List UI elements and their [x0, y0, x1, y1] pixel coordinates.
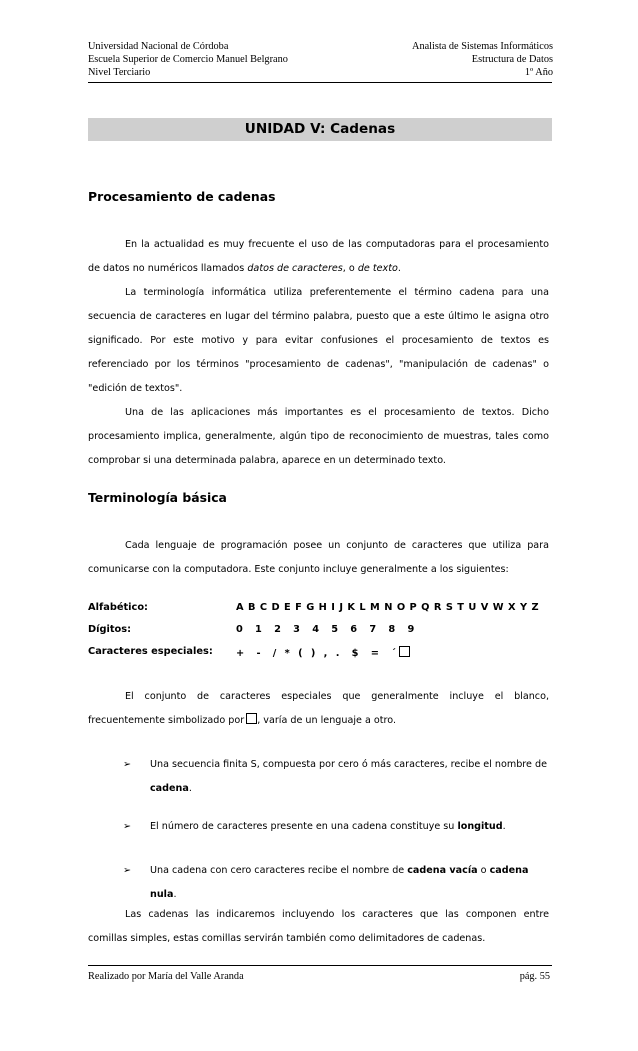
header-divider — [88, 82, 552, 83]
header-university: Universidad Nacional de Córdoba — [88, 41, 229, 52]
header-year: 1º Año — [524, 67, 553, 78]
charset-label: Alfabético: — [88, 602, 148, 613]
footer-author: Realizado por María del Valle Aranda — [88, 971, 244, 982]
charset-value: A B C D E F G H I J K L M N O P Q R S T U V W X Y Z — [236, 602, 540, 613]
charset-label: Dígitos: — [88, 624, 132, 635]
blank-symbol-icon — [246, 713, 257, 724]
page-number: pág. 55 — [519, 971, 550, 982]
arrow-bullet-icon: ➢ — [123, 821, 132, 832]
header-school: Escuela Superior de Comercio Manuel Belgrano — [88, 54, 288, 65]
paragraph-charset: Cada lenguaje de programación posee un conjunto de caracteres que utiliza para comunicarse con la computadora. Este conjunto incluye generalmente a los siguientes: — [88, 540, 549, 575]
unit-title: UNIDAD V: Cadenas — [88, 118, 552, 141]
header-left — [88, 40, 288, 79]
paragraph-blank: El conjunto de caracteres especiales que generalmente incluye el blanco, frecuentemente simbolizado por , varía de un lenguaje a otro. — [88, 691, 549, 726]
section-heading-processing: Procesamiento de cadenas — [88, 189, 276, 204]
arrow-bullet-icon: ➢ — [123, 759, 132, 770]
term-length: longitud — [457, 821, 503, 832]
footer-divider — [88, 965, 552, 966]
term-null-string: cadena nula — [150, 865, 529, 900]
header-level: Nivel Terciario — [88, 67, 151, 78]
blank-symbol-icon — [399, 646, 410, 657]
charset-value: + - / * ( ) , . $ = ´ — [236, 646, 410, 659]
paragraph-terminology: La terminología informática utiliza preferentemente el término cadena para una secuencia de caracteres en lugar del término palabra, puesto que a este último le asigna otro significado. Por este motivo y para evitar confusiones el procesamiento de textos es referenciado por los términos "procesamiento de cadenas", "manipulación de cadenas" o "edición de textos". — [88, 287, 549, 394]
emphasis-text: de texto — [357, 263, 398, 274]
header-right — [412, 40, 553, 79]
paragraph-applications: Una de las aplicaciones más importantes es el procesamiento de textos. Dicho procesamiento implica, generalmente, algún tipo de reconocimiento de muestras, tales como comprobar si una determinada palabra, aparece en un determinado texto. — [88, 407, 549, 466]
paragraph-intro: En la actualidad es muy frecuente el uso de las computadoras para el procesamiento de datos no numéricos llamados datos de caracteres, o de texto. — [88, 239, 549, 274]
charset-value: 0 1 2 3 4 5 6 7 8 9 — [236, 624, 415, 635]
term-empty-string: cadena vacía — [407, 865, 478, 876]
paragraph-quotes: Las cadenas las indicaremos incluyendo los caracteres que las componen entre comillas simples, estas comillas servirán también como delimitadores de cadenas. — [88, 909, 549, 944]
term-string: cadena — [150, 783, 189, 794]
document-page: Universidad Nacional de Córdoba Escuela Superior de Comercio Manuel Belgrano Nivel Terciario Analista de Sistemas Informáticos Estructura de Datos 1º Año UNIDAD V: Cadenas Procesamiento de cadenas En la actualidad es muy frecuente el uso de las computadoras para el procesamiento de datos no numéricos llamados datos de caracteres, o de texto. La terminología informática utiliza preferentemente el término cadena para una secuencia de caracteres en lugar del término palabra, puesto que a este último le asigna otro significado. Por este motivo y para evitar confusiones el procesamiento de textos es referenciado por los términos "procesamiento de cadenas", "manipulación de cadenas" o "edición de textos". Una de las aplicaciones más importantes es el procesamiento de textos. Dicho procesamiento implica, generalmente, algún tipo de reconocimiento de muestras, tales como comprobar si una determinada palabra, aparece en un determinado texto. Terminología básica Cada lenguaje de programación posee un conjunto de caracteres que utiliza para comunicarse con la computadora. Este conjunto incluye generalmente a los siguientes: Alfabético: A B C D E F G H I J K L M N O P Q R S T U V W X Y Z Dígitos: 0 1 2 3 4 5 6 7 8 9 Caracteres especiales: + - / * ( ) , . $ = ´ El conjunto de caracteres especiales que generalmente incluye el blanco, frecuentemente simbolizado por , varía de un lenguaje a otro. ➢ Una secuencia finita S, compuesta por cero ó más caracteres, recibe el nombre de cadena. ➢ El número de caracteres presente en una cadena constituye su longitud. ➢ Una cadena con cero caracteres recibe el nombre de cadena vacía o cadena nula. Las cadenas las indicaremos incluyendo los caracteres que las componen entre comillas simples, estas comillas servirán también como delimitadores de cadenas. Realizado por María del Valle Aranda pág. 55 — [88, 41, 553, 982]
header-subject: Estructura de Datos — [471, 54, 553, 65]
charset-label: Caracteres especiales: — [88, 646, 213, 657]
header-career: Analista de Sistemas Informáticos — [412, 41, 553, 52]
section-heading-basic-terminology: Terminología básica — [88, 490, 227, 505]
arrow-bullet-icon: ➢ — [123, 865, 132, 876]
emphasis-character-data: datos de caracteres — [247, 263, 343, 274]
